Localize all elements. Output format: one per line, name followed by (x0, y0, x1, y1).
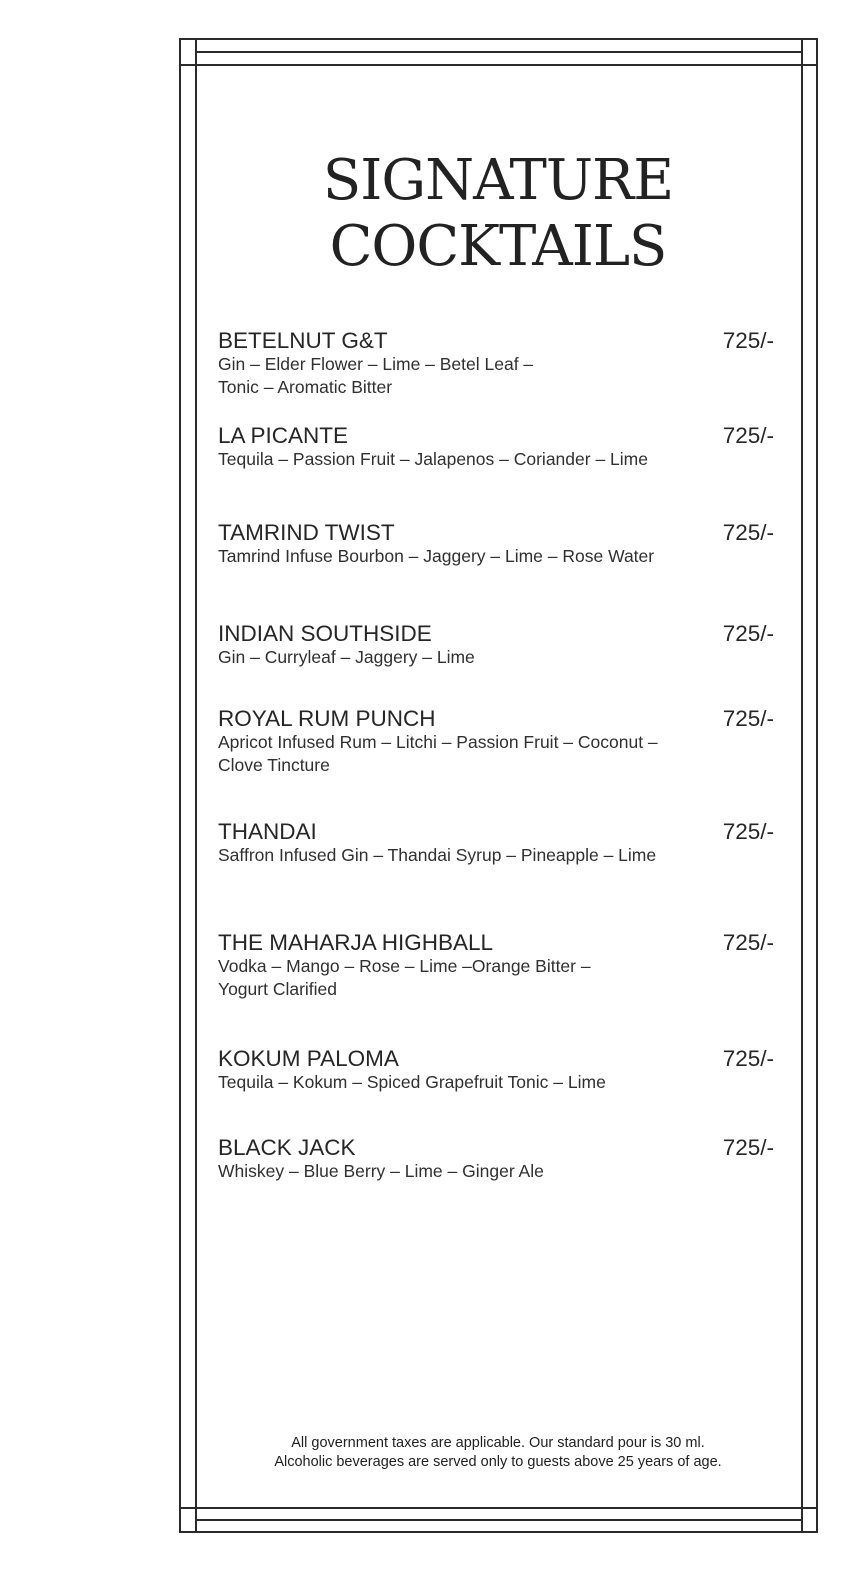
frame-bottom-outer-line (179, 1531, 818, 1533)
frame-left-outer-line (179, 38, 181, 1533)
item-description: Vodka – Mango – Rose – Lime –Orange Bitter – Yogurt Clarified (218, 956, 591, 999)
menu-item-thandai (218, 820, 774, 867)
item-description: Tamrind Infuse Bourbon – Jaggery – Lime – Rose Water (218, 546, 655, 566)
item-name: THE MAHARJA HIGHBALL (218, 930, 494, 955)
item-price: 725/- (722, 706, 774, 731)
item-price: 725/- (722, 819, 774, 844)
item-name: BETELNUT G&T (218, 328, 388, 353)
item-name: THANDAI (218, 819, 317, 844)
menu-item-the-maharja-highball (218, 931, 774, 1001)
item-price: 725/- (722, 328, 774, 353)
menu-item-kokum-paloma (218, 1047, 774, 1094)
item-price: 725/- (722, 1135, 774, 1160)
item-description: Saffron Infused Gin – Thandai Syrup – Pineapple – Lime (218, 845, 657, 865)
menu-item-tamrind-twist (218, 521, 774, 568)
menu-item-indian-southside (218, 622, 774, 669)
item-name: KOKUM PALOMA (218, 1046, 399, 1071)
item-price: 725/- (722, 520, 774, 545)
item-name: INDIAN SOUTHSIDE (218, 621, 432, 646)
footer-line2: Alcoholic beverages are served only to guests above 25 years of age. (274, 1454, 722, 1470)
menu-item-black-jack (218, 1136, 774, 1183)
item-price: 725/- (722, 621, 774, 646)
item-name: LA PICANTE (218, 423, 349, 448)
frame-right-inner-line (801, 38, 803, 1533)
item-price: 725/- (722, 930, 774, 955)
item-description: Apricot Infused Rum – Litchi – Passion Fruit – Coconut – Clove Tincture (218, 732, 658, 775)
item-description: Gin – Curryleaf – Jaggery – Lime (218, 647, 475, 667)
frame-top-outer-line (179, 38, 818, 40)
footer-line1: All government taxes are applicable. Our standard pour is 30 ml. (291, 1435, 705, 1451)
menu-item-la-picante (218, 424, 774, 471)
menu-item-betelnut-gt (218, 329, 774, 399)
item-price: 725/- (722, 1046, 774, 1071)
frame-bottom-inner-line-2 (195, 1519, 802, 1521)
menu-title-line2: COCKTAILS (329, 214, 667, 279)
item-price: 725/- (722, 423, 774, 448)
item-name: TAMRIND TWIST (218, 520, 395, 545)
frame-top-inner-line-1 (195, 51, 802, 53)
item-description: Gin – Elder Flower – Lime – Betel Leaf – Tonic – Aromatic Bitter (218, 354, 534, 397)
menu-title (195, 148, 801, 280)
menu-footer-note (195, 1434, 801, 1472)
item-description: Whiskey – Blue Berry – Lime – Ginger Ale (218, 1161, 544, 1181)
frame-top-inner-line-2 (179, 64, 818, 66)
item-name: ROYAL RUM PUNCH (218, 706, 436, 731)
frame-bottom-inner-line-1 (179, 1507, 818, 1509)
frame-right-outer-line (816, 38, 818, 1533)
item-description: Tequila – Kokum – Spiced Grapefruit Tonic – Lime (218, 1072, 606, 1092)
menu-title-line1: SIGNATURE (322, 148, 674, 213)
item-name: BLACK JACK (218, 1135, 356, 1160)
item-description: Tequila – Passion Fruit – Jalapenos – Coriander – Lime (218, 449, 648, 469)
menu-item-royal-rum-punch (218, 707, 774, 777)
